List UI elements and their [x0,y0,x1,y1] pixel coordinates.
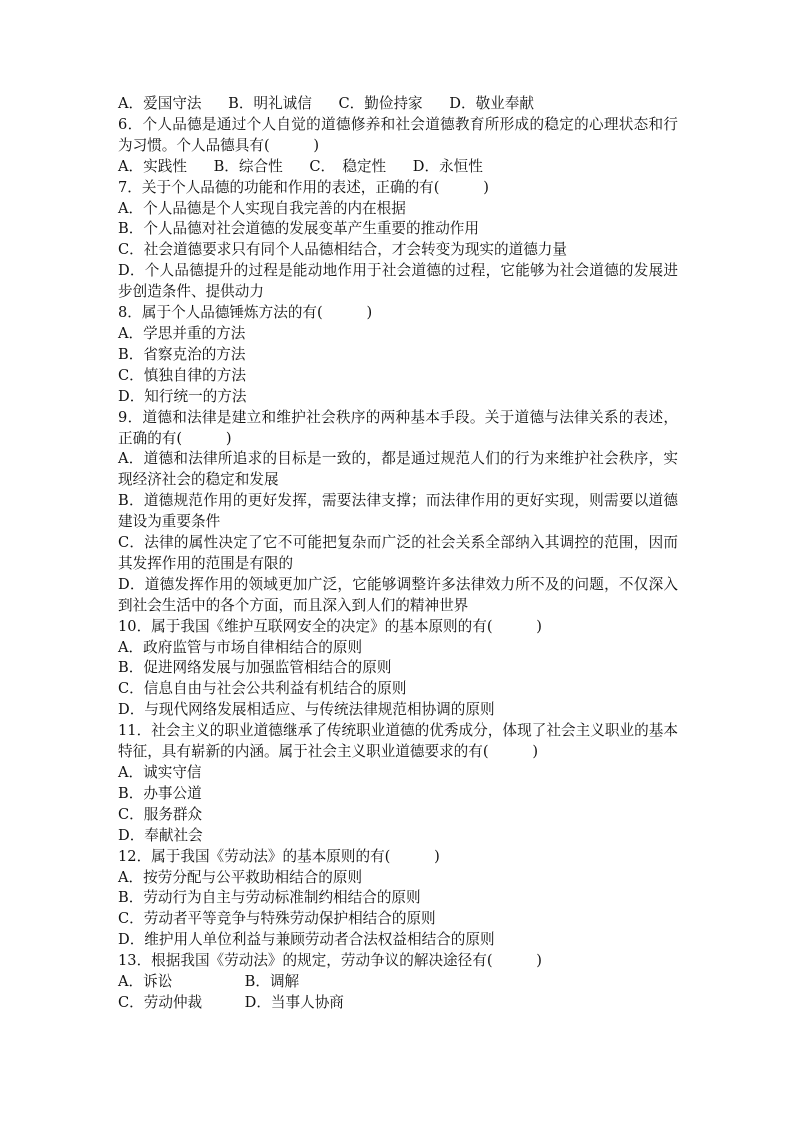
option: C．劳动者平等竞争与特殊劳动保护相结合的原则 [118,910,436,928]
question-stem: 9．道德和法律是建立和维护社会秩序的两种基本手段。关于道德与法律关系的表述，正确的有( ) [118,408,678,447]
question-options [118,157,678,178]
option: D．敬业奉献 [449,95,534,112]
option: A．诉讼 [118,973,173,991]
option: A．个人品德是个人实现自我完善的内在根据 [118,199,406,217]
option: B．促进网络发展与加强监管相结合的原则 [118,659,392,677]
option: C．服务群众 [118,805,203,823]
option: C．社会道德要求只有同个人品德相结合，才会转变为现实的道德力量 [118,241,567,259]
option: A．道德和法律所追求的目标是一致的，都是通过规范人们的行为来维护社会秩序，实现经济社会的稳定和发展 [118,450,678,489]
option: A．政府监管与市场自律相结合的原则 [118,638,363,656]
option: A．学思并重的方法 [118,324,246,342]
option: C．信息自由与社会公共利益有机结合的原则 [118,680,407,698]
option: A．诚实守信 [118,764,202,781]
option: C．慎独自律的方法 [118,366,246,384]
option: A．按劳分配与公平救助相结合的原则 [118,868,363,886]
option: D．知行统一的方法 [118,387,247,405]
option: C． 稳定性 [309,157,387,175]
option: D．当事人协商 [244,993,344,1011]
option: A．爱国守法 [118,95,202,112]
option: A．实践性 [118,157,187,175]
question-stem: 6．个人品德是通过个人自觉的道德修养和社会道德教育所形成的稳定的心理状态和行为习惯。个人品德具有( ) [118,115,678,154]
option: B．省察克治的方法 [118,345,246,363]
option: D．道德发挥作用的领域更加广泛，它能够调整许多法律效力所不及的问题，不仅深入到社会生活中的各个方面，而且深入到人们的精神世界 [118,575,678,614]
question-options [118,972,678,993]
option: D．与现代网络发展相适应、与传统法律规范相协调的原则 [118,701,495,719]
question-stem: 8．属于个人品德锤炼方法的有( ) [118,304,373,322]
option: B．明礼诚信 [228,95,312,112]
option: D．维护用人单位利益与兼顾劳动者合法权益相结合的原则 [118,931,495,949]
option: B．调解 [244,973,300,991]
option: B．个人品德对社会道德的发展变革产生重要的推动作用 [118,220,479,238]
question-stem: 12．属于我国《劳动法》的基本原则的有( ) [118,847,440,865]
option: B．办事公道 [118,784,202,802]
question-stem: 7．关于个人品德的功能和作用的表述，正确的有( ) [118,178,489,196]
question-stem: 11．社会主义的职业道德继承了传统职业道德的优秀成分，体现了社会主义职业的基本特征，具有崭新的内涵。属于社会主义职业道德要求的有( ) [118,722,678,761]
option: D．永恒性 [412,157,483,175]
option: D．奉献社会 [118,826,203,844]
option: B．道德规范作用的更好发挥，需要法律支撑；而法律作用的更好实现，则需要以道德建设为重要条件 [118,492,678,531]
option: C．法律的属性决定了它不可能把复杂而广泛的社会关系全部纳入其调控的范围，因而其发挥作用的范围是有限的 [118,534,678,572]
option: C．勤俭持家 [338,95,423,112]
option: B．综合性 [213,157,283,175]
question-stem: 10．属于我国《维护互联网安全的决定》的基本原则的有( ) [118,617,542,635]
exam-page [118,94,678,1014]
question-stem: 13．根据我国《劳动法》的规定，劳动争议的解决途径有( ) [118,952,542,970]
option: C．劳动仲裁 [118,993,203,1011]
option: B．劳动行为自主与劳动标准制约相结合的原则 [118,889,421,907]
option: D．个人品德提升的过程是能动地作用于社会道德的过程，它能够为社会道德的发展进步创造条件、提供动力 [118,262,678,301]
q5-options [118,94,678,115]
question-options [118,993,678,1014]
